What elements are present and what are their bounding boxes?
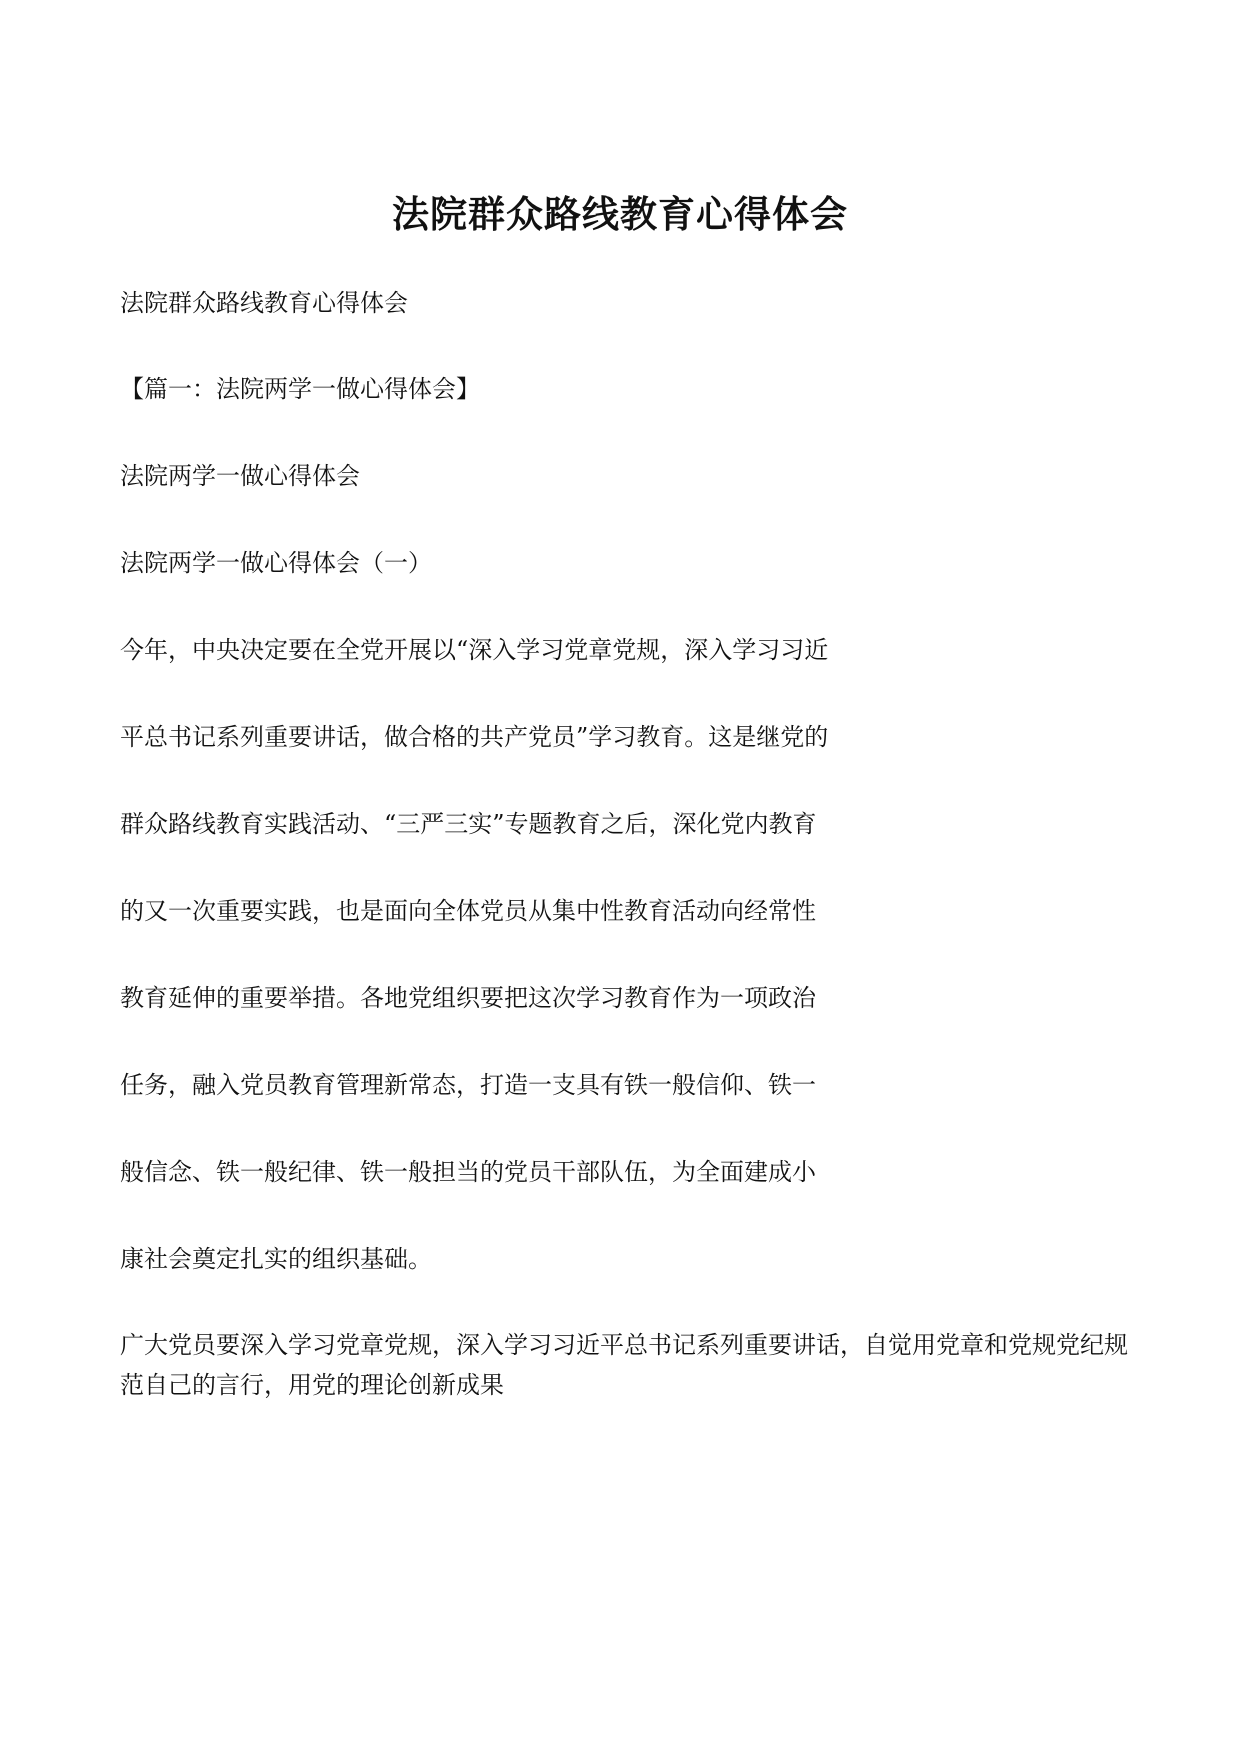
paragraph-line: 般信念、铁一般纪律、铁一般担当的党员干部队伍，为全面建成小	[120, 1158, 816, 1186]
article-title: 法院两学一做心得体会	[120, 462, 360, 490]
closing-paragraph: 广大党员要深入学习党章党规，深入学习习近平总书记系列重要讲话，自觉用党章和党规党纪规范自己的言行，用党的理论创新成果	[120, 1331, 1128, 1399]
document-subtitle: 法院群众路线教育心得体会	[120, 289, 408, 317]
part-heading: 法院两学一做心得体会（一）	[120, 549, 432, 577]
paragraph-line: 的又一次重要实践，也是面向全体党员从集中性教育活动向经常性	[120, 897, 816, 925]
paragraph-line: 平总书记系列重要讲话，做合格的共产党员”学习教育。这是继党的	[120, 723, 829, 751]
paragraph-line: 任务，融入党员教育管理新常态，打造一支具有铁一般信仰、铁一	[120, 1071, 816, 1099]
paragraph-line: 今年，中央决定要在全党开展以“深入学习党章党规，深入学习习近	[120, 636, 829, 664]
paragraph-line: 群众路线教育实践活动、“三严三实”专题教育之后，深化党内教育	[120, 810, 817, 838]
paragraph-line: 教育延伸的重要举措。各地党组织要把这次学习教育作为一项政治	[120, 984, 816, 1012]
paragraph-line: 康社会奠定扎实的组织基础。	[120, 1245, 432, 1273]
section-heading: 【篇一：法院两学一做心得体会】	[120, 375, 480, 403]
document-title: 法院群众路线教育心得体会	[392, 192, 848, 236]
